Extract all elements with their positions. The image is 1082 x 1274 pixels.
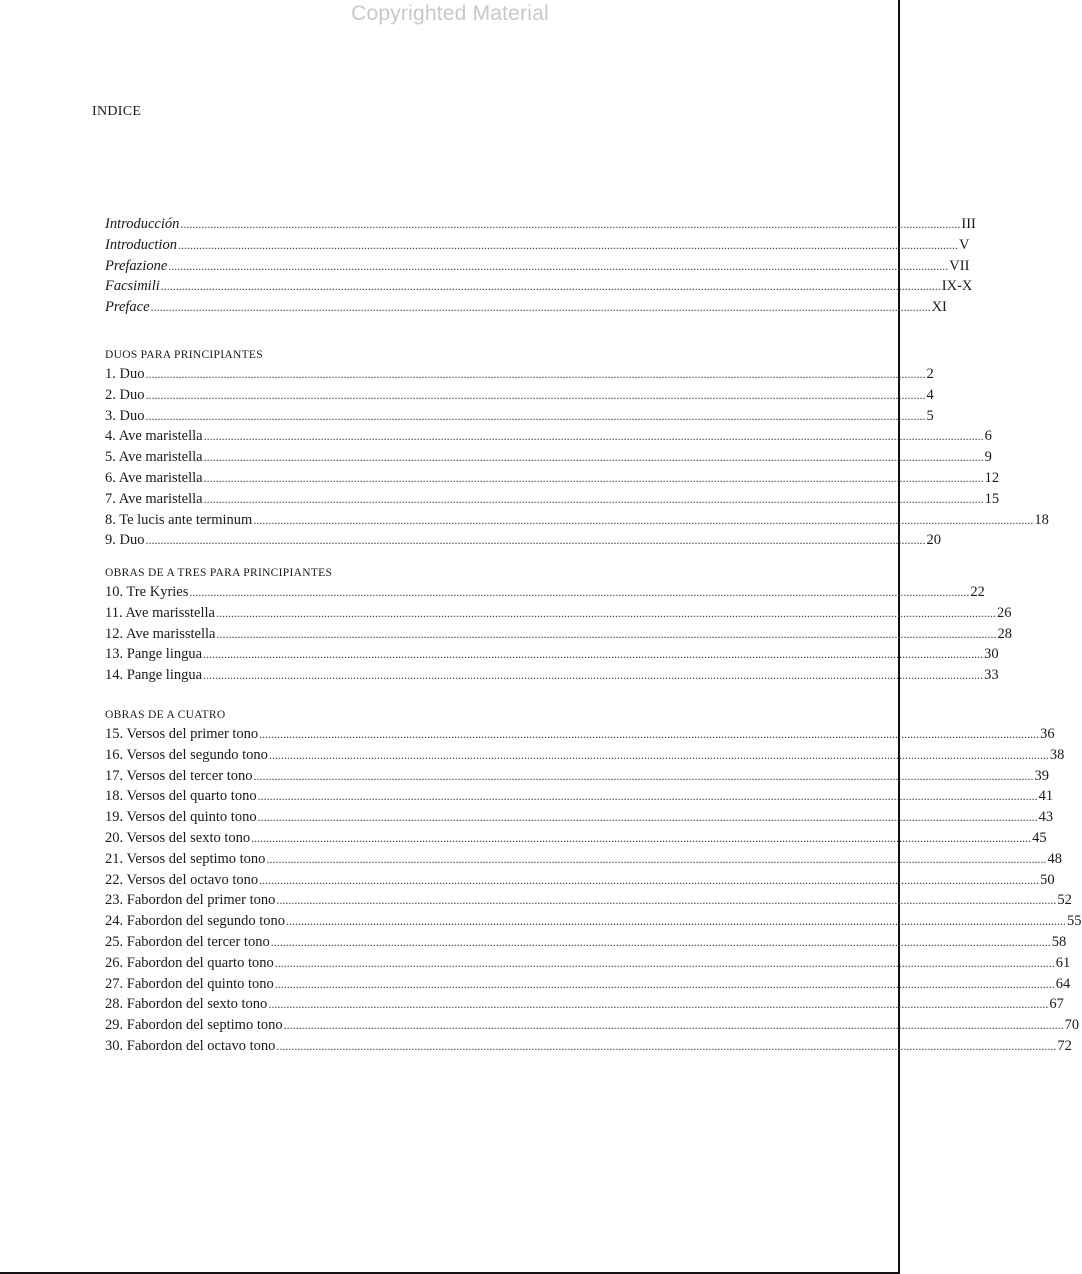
dot-leader: .................................................................................................................................................................................................................................................................... [283,1018,1064,1033]
dot-leader: .................................................................................................................................................................................................................................................................... [189,585,970,599]
toc-entry [105,953,1071,974]
dot-leader: .................................................................................................................................................................................................................................................................... [145,408,926,423]
dot-leader: .................................................................................................................................................................................................................................................................... [253,768,1034,783]
toc-entry-page: 72 [1057,1037,1072,1054]
toc-entry-label: 23. Fabordon del primer tono [105,892,276,909]
toc-entry [105,603,1012,624]
dot-leader: .................................................................................................................................................................................................................................................................... [150,300,931,315]
toc-entry-page: 9 [984,449,992,466]
copyright-watermark: Copyrighted Material [351,2,549,25]
toc-entry-page: 67 [1049,996,1064,1013]
toc-entry [105,530,941,551]
toc-entry-label: 11. Ave marisstella [105,604,215,621]
toc-entry [105,276,973,297]
toc-entry-label: 12. Ave marisstella [105,625,216,642]
dot-leader: .................................................................................................................................................................................................................................................................... [274,976,1055,991]
toc-entry-page: IX-X [941,278,973,295]
toc-entry-label: 2. Duo [105,386,145,403]
toc-entry-page: 64 [1055,975,1071,992]
toc-entry-page: 26 [996,604,1012,621]
dot-leader: .................................................................................................................................................................................................................................................................... [259,727,1040,741]
toc-entry-label: 8. Te lucis ante terminum [105,511,253,528]
section-title: OBRAS DE A TRES PARA PRINCIPIANTES [105,567,333,579]
toc-entry-page: 50 [1040,871,1055,888]
dot-leader: .................................................................................................................................................................................................................................................................... [160,279,941,294]
toc-entry-page: 52 [1057,892,1072,909]
toc-entry [105,256,970,277]
toc-entry [105,1015,1080,1036]
dot-leader: .................................................................................................................................................................................................................................................................... [268,997,1049,1012]
dot-leader: .................................................................................................................................................................................................................................................................... [286,914,1067,929]
toc-entry [105,932,1067,953]
toc-entry-label: 28. Fabordon del sexto tono [105,996,268,1013]
toc-entry [105,807,1054,828]
toc-entry-label: 5. Ave maristella [105,449,203,466]
toc-entry-label: 3. Duo [105,407,145,424]
toc-entry [105,870,1055,891]
toc-entry [105,994,1064,1015]
toc-entry-label: 14. Pange lingua [105,667,203,684]
toc-entry-label: 15. Versos del primer tono [105,726,259,742]
dot-leader: .................................................................................................................................................................................................................................................................... [203,470,984,485]
toc-entry [105,447,992,468]
toc-entry-page: 30 [984,646,999,663]
dot-leader: .................................................................................................................................................................................................................................................................... [257,789,1038,804]
toc-entry-page: 18 [1034,511,1049,528]
dot-leader: .................................................................................................................................................................................................................................................................... [257,810,1038,825]
toc-section-obras-a-cuatro [105,706,1082,1057]
toc-entry [105,644,999,665]
dot-leader: .................................................................................................................................................................................................................................................................... [203,668,984,683]
section-title: DUOS PARA PRINCIPIANTES [105,349,263,361]
dot-leader: .................................................................................................................................................................................................................................................................... [276,893,1057,908]
page-title: INDICE [92,104,142,119]
toc-entry-page: 55 [1067,913,1082,930]
dot-leader: .................................................................................................................................................................................................................................................................... [203,450,984,465]
toc-entry-label: 10. Tre Kyries [105,584,189,600]
toc-entry-label: 30. Fabordon del octavo tono [105,1037,276,1054]
toc-entry-page: 20 [926,532,941,549]
dot-leader: .................................................................................................................................................................................................................................................................... [276,1038,1057,1053]
dot-leader: .................................................................................................................................................................................................................................................................... [203,491,984,506]
toc-entry-page: 43 [1038,809,1054,826]
toc-entry-page: 36 [1040,726,1055,742]
toc-entry [105,724,1055,745]
toc-entry-page: 6 [984,428,992,445]
dot-leader: .................................................................................................................................................................................................................................................................... [215,605,996,620]
dot-leader: .................................................................................................................................................................................................................................................................... [266,851,1047,866]
toc-entry-page: 2 [926,366,934,382]
toc-entry-label: 18. Versos del quarto tono [105,788,257,805]
toc-entry-label: 7. Ave maristella [105,490,203,507]
toc-entry-label: Facsimili [105,278,160,295]
dot-leader: .................................................................................................................................................................................................................................................................... [253,512,1034,527]
dot-leader: .................................................................................................................................................................................................................................................................... [270,934,1051,949]
toc-entry [105,510,1049,531]
toc-entry [105,890,1072,911]
toc-entry [105,911,1082,932]
toc-entry [105,1036,1072,1057]
dot-leader: .................................................................................................................................................................................................................................................................... [168,258,949,273]
toc-entry [105,235,970,256]
section-title: OBRAS DE A CUATRO [105,709,226,721]
toc-entry-page: 33 [984,667,999,684]
dot-leader: .................................................................................................................................................................................................................................................................... [274,955,1055,970]
toc-entry-page: III [961,216,976,232]
toc-entry-label: 26. Fabordon del quarto tono [105,954,274,971]
toc-entry-page: 58 [1051,933,1067,950]
toc-entry [105,297,947,318]
toc-entry [105,426,992,447]
dot-leader: .................................................................................................................................................................................................................................................................... [145,387,926,402]
toc-entry-label: 20. Versos del sexto tono [105,829,251,846]
toc-entry-label: 17. Versos del tercer tono [105,767,253,784]
toc-entry-page: 38 [1049,746,1065,763]
toc-entry-page: 5 [926,407,934,424]
toc-entry-page: 39 [1034,767,1050,784]
toc-entry [105,786,1054,807]
toc-entry-label: Preface [105,299,150,316]
toc-entry [105,828,1047,849]
dot-leader: .................................................................................................................................................................................................................................................................... [180,217,961,231]
toc-entry-label: 29. Fabordon del septimo tono [105,1017,283,1034]
dot-leader: .................................................................................................................................................................................................................................................................... [145,533,926,548]
toc-section-obras-a-tres [105,564,1012,686]
toc-entry [105,745,1065,766]
toc-entry-page: XI [931,299,947,316]
dot-leader: .................................................................................................................................................................................................................................................................... [177,237,958,252]
toc-entry-label: 27. Fabordon del quinto tono [105,975,274,992]
dot-leader: .................................................................................................................................................................................................................................................................... [145,367,926,381]
toc-entry [105,766,1050,787]
dot-leader: .................................................................................................................................................................................................................................................................... [203,647,984,662]
toc-entry [105,582,985,603]
toc-entry-page: 12 [984,469,1000,486]
toc-entry [105,624,1012,645]
toc-entry-label: Introducción [105,216,180,232]
toc-entry-label: Prefazione [105,257,168,274]
toc-entry-page: 45 [1032,829,1047,846]
toc-entry-page: V [958,236,970,253]
toc-entry-label: 22. Versos del octavo tono [105,871,259,888]
toc-entry-label: 9. Duo [105,532,145,549]
toc-entry-label: 16. Versos del segundo tono [105,746,268,763]
toc-entry [105,974,1071,995]
toc-entry [105,665,999,686]
toc-entry [105,489,1000,510]
toc-entry-label: 4. Ave maristella [105,428,203,445]
toc-entry [105,849,1062,870]
toc-entry-label: 6. Ave maristella [105,469,203,486]
toc-entry-page: 70 [1064,1017,1080,1034]
toc-entry-page: 22 [970,584,985,600]
dot-leader: .................................................................................................................................................................................................................................................................... [259,872,1040,887]
toc-entry-label: 1. Duo [105,366,145,382]
toc-entry-label: 21. Versos del septimo tono [105,850,266,867]
dot-leader: .................................................................................................................................................................................................................................................................... [268,747,1049,762]
toc-entry-page: 28 [997,625,1012,642]
toc-entry-page: 48 [1047,850,1062,867]
toc-prelims [105,214,976,318]
toc-entry-label: 19. Versos del quinto tono [105,809,257,826]
toc-entry-label: 24. Fabordon del segundo tono [105,913,286,930]
toc-entry-page: VII [949,257,970,274]
toc-entry-label: 13. Pange lingua [105,646,203,663]
toc-entry-label: 25. Fabordon del tercer tono [105,933,270,950]
dot-leader: .................................................................................................................................................................................................................................................................... [216,626,997,641]
toc-entry [105,385,934,406]
dot-leader: .................................................................................................................................................................................................................................................................... [203,429,984,444]
toc-entry-page: 61 [1055,954,1071,971]
toc-entry-label: Introduction [105,236,177,253]
toc-entry-page: 41 [1038,788,1054,805]
toc-entry-page: 15 [984,490,1000,507]
toc-entry [105,468,1000,489]
toc-entry [105,364,934,385]
toc-entry [105,406,934,427]
dot-leader: .................................................................................................................................................................................................................................................................... [251,830,1032,845]
toc-section-duos [105,346,1049,551]
toc-entry [105,214,976,235]
toc-entry-page: 4 [926,386,934,403]
